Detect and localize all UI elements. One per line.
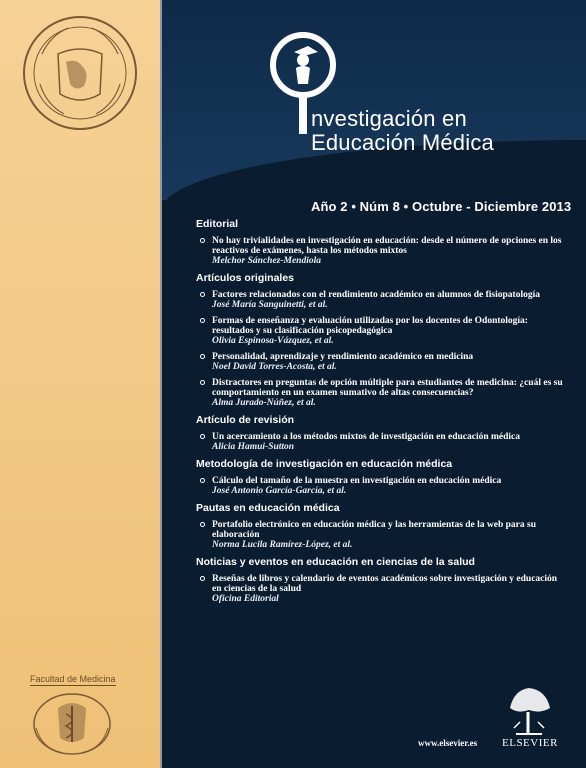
bullet-icon xyxy=(200,292,205,297)
article-entry[interactable] xyxy=(196,574,568,604)
article-title: Personalidad, aprendizaje y rendimiento académico en medicina xyxy=(212,352,474,362)
article-authors: Alma Jurado-Núñez, et al. xyxy=(212,398,316,408)
table-of-contents xyxy=(196,218,568,610)
section-title: Editorial xyxy=(196,218,239,230)
section-title: Artículo de revisión xyxy=(196,414,295,426)
article-authors: Noel David Torres-Acosta, et al. xyxy=(212,362,337,372)
bullet-icon xyxy=(200,576,205,581)
article-entry[interactable] xyxy=(196,352,568,372)
article-entry[interactable] xyxy=(196,432,568,452)
article-entry[interactable] xyxy=(196,290,568,310)
article-title: Formas de enseñanza y evaluación utilizadas por los docentes de Odontología: resultados y su clasificación psicopedagógica xyxy=(212,316,528,336)
bullet-icon xyxy=(200,238,205,243)
bullet-icon xyxy=(200,318,205,323)
bullet-icon xyxy=(200,434,205,439)
article-title: No hay trivialidades en investigación en educación: desde el número de opciones en los reactivos de exámenes, hasta los métodos mixtos xyxy=(212,236,562,256)
section-title: Artículos originales xyxy=(196,272,295,284)
article-authors: Olivia Espinosa-Vázquez, et al. xyxy=(212,336,334,346)
elsevier-tree-icon xyxy=(504,684,554,736)
journal-title-line2: Educación Médica xyxy=(311,130,494,155)
section-title: Noticias y eventos en educación en ciencias de la salud xyxy=(196,556,475,568)
article-entry[interactable] xyxy=(196,378,568,408)
publisher-wordmark: ELSEVIER xyxy=(502,737,558,749)
article-entry[interactable] xyxy=(196,520,568,550)
bullet-icon xyxy=(200,478,205,483)
article-authors: Alicia Hamui-Sutton xyxy=(212,442,295,452)
article-authors: Norma Lucila Ramírez-López, et al. xyxy=(212,540,353,550)
section-title: Metodología de investigación en educación médica xyxy=(196,458,453,470)
article-authors: José Antonio García-García, et al. xyxy=(212,486,347,496)
article-title: Factores relacionados con el rendimiento académico en alumnos de fisiopatología xyxy=(212,290,540,300)
unam-seal-icon xyxy=(20,14,140,132)
article-title: Distractores en preguntas de opción múltiple para estudiantes de medicina: ¿cuál es su comportamiento en un examen sumativo de altas consecuencias? xyxy=(212,378,563,398)
article-title: Portafolio electrónico en educación médica y las herramientas de la web para su elaboración xyxy=(212,520,537,540)
faculty-seal-icon xyxy=(28,688,116,758)
bullet-icon xyxy=(200,380,205,385)
article-authors: Melchor Sánchez-Mendiola xyxy=(212,256,321,266)
article-authors: Oficina Editorial xyxy=(212,594,279,604)
bullet-icon xyxy=(200,354,205,359)
article-entry[interactable] xyxy=(196,476,568,496)
article-title: Cálculo del tamaño de la muestra en investigación en educación médica xyxy=(212,476,502,486)
section-title: Pautas en educación médica xyxy=(196,502,340,514)
article-authors: José María Sanguinetti, et al. xyxy=(212,300,328,310)
publisher-url[interactable]: www.elsevier.es xyxy=(418,738,478,748)
article-entry[interactable] xyxy=(196,236,568,266)
journal-title-line1: nvestigación en xyxy=(311,106,467,131)
faculty-label: Facultad de Medicina xyxy=(30,674,116,684)
issue-info: Año 2 • Núm 8 • Octubre - Diciembre 2013 xyxy=(311,199,572,214)
article-entry[interactable] xyxy=(196,316,568,346)
article-title: Un acercamiento a los métodos mixtos de investigación en educación médica xyxy=(212,432,521,442)
article-title: Reseñas de libros y calendario de eventos académicos sobre investigación y educación en ciencias de la salud xyxy=(212,574,558,594)
bullet-icon xyxy=(200,522,205,527)
